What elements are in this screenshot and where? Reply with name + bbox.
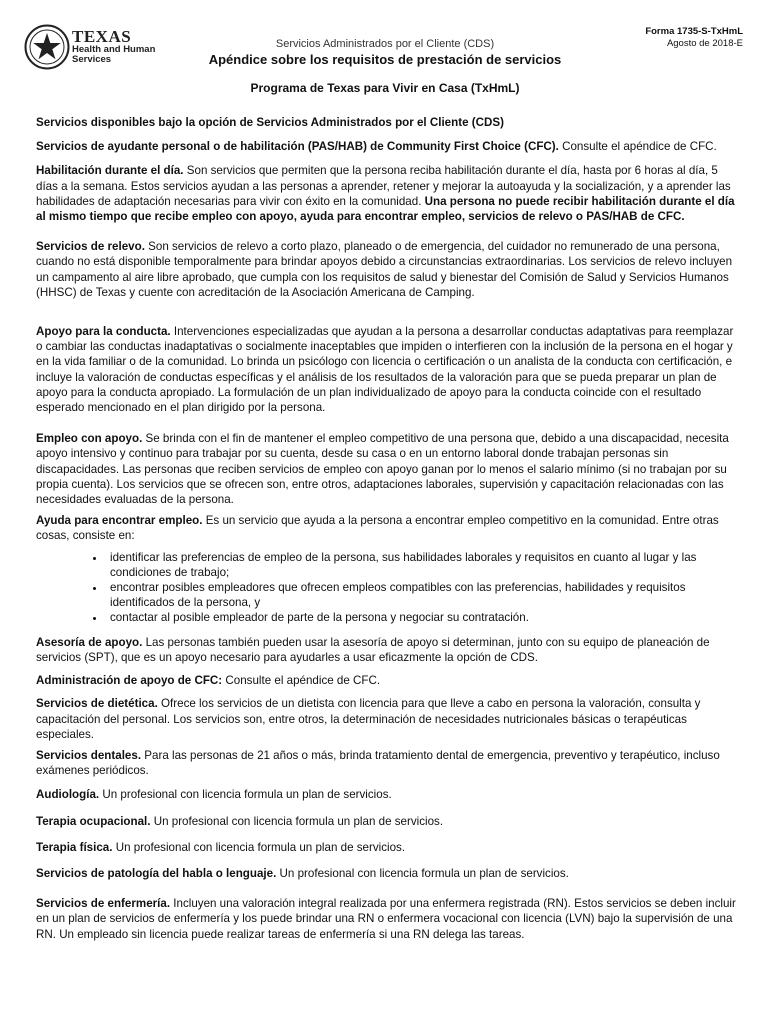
section-text: Incluyen una valoración integral realizada por una enfermera registrada (RN). Estos servicios se deben incluir en un plan de servicios de enfermería y los puede brindar una RN o enfermera vocacional con licencia (LVN) bajo la supervisión de una RN. Un empleado sin licencia puede realizar tareas de enfermería si una RN delega las tareas. (36, 897, 736, 941)
header-subtitle: Servicios Administrados por el Cliente (CDS) (275, 38, 495, 50)
section-pas-hab (36, 139, 736, 154)
section-title: Apoyo para la conducta. (36, 325, 171, 339)
form-number: Forma 1735-S-TxHmL (645, 26, 743, 37)
form-date: Agosto de 2018-E (666, 38, 743, 49)
section-text: Intervenciones especializadas que ayudan a la persona a desarrollar conductas adaptativas para reemplazar o cambiar las conductas inadaptativas o socialmente inaceptables que impiden o interfieren con la inclusión de la persona en el hogar y en la vida familiar o de la comunidad. Lo brinda un psicólogo con licencia o certificación o un analista de la conducta con certificación, e incluye la valoración de conductas específicas y el análisis de los resultados de la valoración para que se pueda preparar un plan de apoyo para la conducta apropiado. La formulación de un plan individualizado de apoyo para la conducta coincide con el resultado esperado mencionado en el plan dirigido por la persona. (36, 325, 734, 415)
list-item: • identificar las preferencias de empleo de la persona, sus habilidades laborales y requisitos en cuanto al lugar y las condiciones de trabajo; (106, 550, 736, 580)
section-audiology (36, 787, 736, 802)
section-text: Un profesional con licencia formula un plan de servicios. (153, 814, 444, 828)
section-text: Se brinda con el fin de mantener el empleo competitivo de una persona que, debido a una discapacidad, necesita apoyo intensivo y continuo para trabajar por su cuenta, desde su casa o en un entorno laboral donde trabajan personas sin discapacidades. Las personas que reciben servicios de empleo con apoyo ganan por lo menos el salario mínimo (si no trabajan por su propia cuenta). Los servicios que se ofrecen son, entre otros, adaptaciones laborales, supervisión y capacitación relacionadas con las necesidades evaluadas de la persona. (36, 432, 729, 507)
section-text: Consulte el apéndice de CFC. (562, 140, 717, 154)
section-supported-employment (36, 431, 736, 507)
section-employment-assistance (36, 513, 736, 543)
list-item: • encontrar posibles empleadores que ofrecen empleos compatibles con las preferencias, habilidades y requisitos identificados de la persona, y (106, 580, 736, 610)
section-bold-note: Una persona no puede recibir habilitación durante el día al mismo tiempo que recibe empleo con apoyo, ayuda para encontrar empleo, servicios de relevo o PAS/HAB de CFC. (36, 194, 735, 224)
program-title: Programa de Texas para Vivir en Casa (TxHmL) (250, 81, 520, 95)
page-title: Apéndice sobre los requisitos de prestación de servicios (208, 52, 562, 67)
logo-line1: Health and Human (72, 44, 156, 55)
logo-state: TEXAS (72, 27, 132, 46)
section-support-consultation (36, 635, 736, 665)
section-text: Un profesional con licencia formula un plan de servicios. (115, 840, 406, 854)
section-title: Servicios de ayudante personal o de habilitación (PAS/HAB) de Community First Choice (CFC). (36, 140, 559, 154)
list-item: • contactar al posible empleador de parte de la persona y negociar su contratación. (106, 610, 736, 625)
logo-line2: Services (72, 53, 112, 65)
section-dietary (36, 696, 736, 742)
section-text: Ofrece los servicios de un dietista con licencia para que lleve a cabo en persona la valoración, consulta y capacitación del personal. Los servicios son, entre otros, la determinación de necesidades nutricionales básicas o terapéuticas especiales. (36, 697, 701, 741)
section-text: Un profesional con licencia formula un plan de servicios. (279, 866, 569, 880)
section-title: Ayuda para encontrar empleo. (36, 514, 203, 528)
intro-heading: Servicios disponibles bajo la opción de Servicios Administrados por el Cliente (CDS) (36, 116, 504, 129)
section-text: Es un servicio que ayuda a la persona a encontrar empleo competitivo en la comunidad. Entre otras cosas, consiste en: (36, 514, 719, 543)
section-nursing (36, 896, 736, 942)
section-respite (36, 239, 736, 300)
section-title: Habilitación durante el día. (36, 164, 184, 178)
section-text: Un profesional con licencia formula un plan de servicios. (102, 788, 392, 802)
section-title: Servicios de enfermería. (36, 897, 171, 911)
section-text: Son servicios de relevo a corto plazo, planeado o de emergencia, del cuidador no remunerado de una persona, cuando no está disponible temporalmente para brindar apoyos debido a circunstancias extraordinarias. Los servicios de relevo incluyen un campamento al aire libre aprobado, que cumpla con los requisitos de salud y bienestar del Comisión de Salud y Servicios Humanos (HHSC) de Texas y cuente con acreditación de la Asociación Americana de Camping. (36, 240, 733, 299)
section-dental (36, 748, 736, 778)
section-text: Consulte el apéndice de CFC. (225, 674, 381, 688)
section-title: Servicios de patología del habla o lenguaje. (36, 866, 277, 880)
section-physical-therapy (36, 840, 736, 855)
employment-assistance-list (36, 550, 736, 626)
section-cfc-admin (36, 673, 736, 688)
section-behavioral-support (36, 324, 736, 415)
section-occupational-therapy (36, 814, 736, 829)
section-title: Terapia ocupacional. (36, 814, 151, 828)
section-title: Servicios de relevo. (36, 240, 145, 254)
section-text: Son servicios que permiten que la persona reciba habilitación durante el día, hasta por 6 horas al día, 5 días a la semana. Estos servicios ayudan a las personas a aprender, retener y mejorar la autoayuda y la socialización, y a aprender las habilidades de adaptación necesarias para vivir con éxito en la comunidad. (36, 164, 731, 208)
section-title: Servicios dentales. (36, 748, 142, 762)
section-title: Audiología. (36, 788, 100, 802)
section-speech-pathology (36, 866, 736, 881)
section-title: Terapia física. (36, 840, 113, 854)
section-day-habilitation (36, 163, 736, 224)
section-title: Asesoría de apoyo. (36, 635, 143, 649)
section-text: Para las personas de 21 años o más, brinda tratamiento dental de emergencia, preventivo y terapéutico, incluso exámenes periódicos. (36, 748, 720, 778)
section-text: Las personas también pueden usar la asesoría de apoyo si determinan, junto con su equipo de planeación de servicios (SPT), que es un apoyo necesario para ayudarles a usar eficazmente la opción de CDS. (36, 635, 710, 664)
section-title: Servicios de dietética. (36, 697, 158, 711)
section-title: Empleo con apoyo. (36, 432, 143, 446)
section-title: Administración de apoyo de CFC: (36, 674, 223, 688)
document-body (36, 115, 736, 942)
